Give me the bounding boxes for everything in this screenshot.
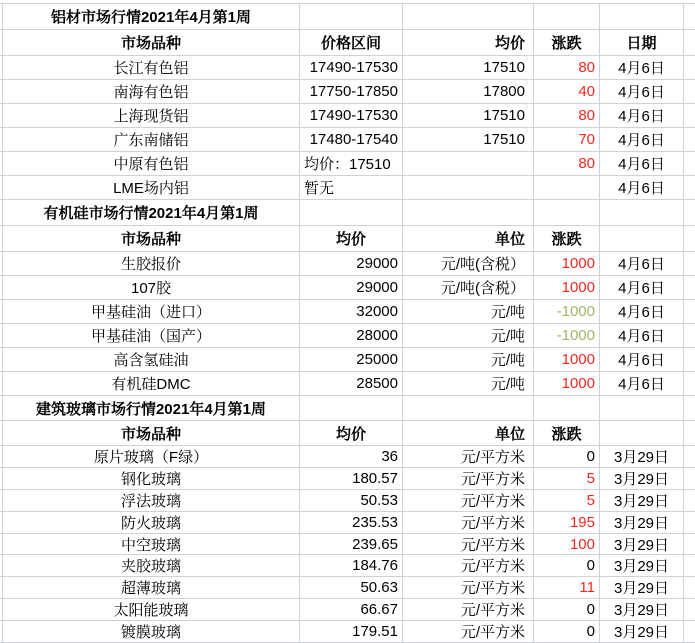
cell-avg-price[interactable]: 29000: [300, 276, 403, 299]
cell-market-name[interactable]: 浮法玻璃: [3, 490, 300, 511]
cell-avg-price[interactable]: 180.57: [300, 468, 403, 489]
cell-change[interactable]: 11: [534, 577, 600, 598]
col-header-change[interactable]: 涨跌: [534, 421, 600, 445]
cell-date[interactable]: 4月6日: [600, 348, 684, 371]
table-row: [0, 512, 695, 534]
cell-change[interactable]: 1000: [534, 372, 600, 395]
section-title-row: [0, 200, 695, 226]
cell-change[interactable]: 80: [534, 104, 600, 127]
right-gutter: [684, 152, 695, 175]
cell-avg-price[interactable]: 17510: [403, 104, 534, 127]
table-row: [0, 490, 695, 512]
col-header-date[interactable]: [600, 421, 684, 445]
right-gutter: [684, 396, 695, 420]
empty-cell[interactable]: [600, 200, 684, 225]
cell-change[interactable]: 0: [534, 446, 600, 467]
cell-change[interactable]: 70: [534, 128, 600, 151]
cell-market-name[interactable]: 夹胶玻璃: [3, 555, 300, 576]
cell-market-name[interactable]: 钢化玻璃: [3, 468, 300, 489]
cell-market-name[interactable]: 广东南储铝: [3, 128, 300, 151]
empty-cell[interactable]: [600, 396, 684, 420]
cell-market-name[interactable]: 甲基硅油（国产）: [3, 324, 300, 347]
right-gutter: [684, 80, 695, 103]
cell-price-range[interactable]: 均价：17510: [300, 152, 403, 175]
cell-market-name[interactable]: 原片玻璃（F绿）: [3, 446, 300, 467]
cell-change[interactable]: 1000: [534, 348, 600, 371]
cell-avg-price[interactable]: 28500: [300, 372, 403, 395]
right-gutter: [684, 468, 695, 489]
cell-market-name[interactable]: 甲基硅油（进口）: [3, 300, 300, 323]
cell-market-name[interactable]: 超薄玻璃: [3, 577, 300, 598]
market-section-1: [0, 4, 695, 200]
right-gutter: [684, 555, 695, 576]
col-header-col2[interactable]: 均价: [403, 30, 534, 55]
cell-date[interactable]: 4月6日: [600, 176, 684, 199]
right-gutter: [684, 512, 695, 533]
right-gutter: [684, 56, 695, 79]
cell-avg-price[interactable]: 50.53: [300, 490, 403, 511]
empty-cell[interactable]: [403, 200, 534, 225]
right-gutter: [684, 176, 695, 199]
right-gutter: [684, 324, 695, 347]
cell-price-range[interactable]: 17490-17530: [300, 104, 403, 127]
cell-price-range[interactable]: 17490-17530: [300, 56, 403, 79]
section-title[interactable]: 建筑玻璃市场行情2021年4月第1周: [3, 396, 300, 420]
right-gutter: [684, 104, 695, 127]
cell-change[interactable]: 100: [534, 534, 600, 555]
right-gutter: [684, 128, 695, 151]
cell-avg-price[interactable]: 32000: [300, 300, 403, 323]
right-gutter: [684, 4, 695, 29]
cell-avg-price[interactable]: 17800: [403, 80, 534, 103]
cell-market-name[interactable]: 南海有色铝: [3, 80, 300, 103]
market-section-3: [0, 396, 695, 643]
empty-cell[interactable]: [600, 4, 684, 29]
cell-change[interactable]: -1000: [534, 300, 600, 323]
col-header-date[interactable]: [600, 226, 684, 251]
cell-date[interactable]: 3月29日: [600, 490, 684, 511]
cell-unit[interactable]: 元/平方米: [403, 621, 534, 642]
cell-market-name[interactable]: 防火玻璃: [3, 512, 300, 533]
cell-unit[interactable]: 元/平方米: [403, 577, 534, 598]
cell-avg-price[interactable]: [403, 176, 534, 199]
table-row: [0, 80, 695, 104]
cell-date[interactable]: 4月6日: [600, 80, 684, 103]
cell-unit[interactable]: 元/吨: [403, 372, 534, 395]
cell-date[interactable]: 4月6日: [600, 324, 684, 347]
cell-change[interactable]: 0: [534, 555, 600, 576]
cell-unit[interactable]: 元/平方米: [403, 534, 534, 555]
right-gutter: [684, 300, 695, 323]
cell-change[interactable]: [534, 176, 600, 199]
cell-unit[interactable]: 元/吨: [403, 324, 534, 347]
cell-avg-price[interactable]: 17510: [403, 128, 534, 151]
table-row: [0, 446, 695, 468]
empty-cell[interactable]: [300, 4, 403, 29]
cell-unit[interactable]: 元/平方米: [403, 468, 534, 489]
table-row: [0, 468, 695, 490]
cell-change[interactable]: 5: [534, 468, 600, 489]
cell-price-range[interactable]: 17750-17850: [300, 80, 403, 103]
cell-change[interactable]: 1000: [534, 252, 600, 275]
cell-unit[interactable]: 元/吨(含税）: [403, 252, 534, 275]
cell-market-name[interactable]: 中空玻璃: [3, 534, 300, 555]
cell-change[interactable]: 80: [534, 152, 600, 175]
right-gutter: [684, 599, 695, 620]
col-header-change[interactable]: 涨跌: [534, 30, 600, 55]
cell-change[interactable]: 0: [534, 621, 600, 642]
empty-cell[interactable]: [403, 4, 534, 29]
cell-market-name[interactable]: 有机硅DMC: [3, 372, 300, 395]
right-gutter: [684, 200, 695, 225]
right-gutter: [684, 577, 695, 598]
right-gutter: [684, 252, 695, 275]
table-row: [0, 577, 695, 599]
empty-cell[interactable]: [534, 396, 600, 420]
cell-date[interactable]: 3月29日: [600, 446, 684, 467]
cell-avg-price[interactable]: 50.63: [300, 577, 403, 598]
col-header-name[interactable]: 市场品种: [3, 226, 300, 251]
cell-unit[interactable]: 元/平方米: [403, 490, 534, 511]
cell-date[interactable]: 4月6日: [600, 128, 684, 151]
table-row: [0, 300, 695, 324]
cell-unit[interactable]: 元/吨(含税）: [403, 276, 534, 299]
section-title-row: [0, 396, 695, 421]
cell-market-name[interactable]: 107胶: [3, 276, 300, 299]
right-gutter: [684, 30, 695, 55]
cell-avg-price[interactable]: 29000: [300, 252, 403, 275]
cell-avg-price[interactable]: 28000: [300, 324, 403, 347]
cell-date[interactable]: 3月29日: [600, 534, 684, 555]
col-header-col2[interactable]: 单位: [403, 226, 534, 251]
cell-unit[interactable]: 元/平方米: [403, 446, 534, 467]
cell-date[interactable]: 4月6日: [600, 372, 684, 395]
cell-date[interactable]: 3月29日: [600, 468, 684, 489]
right-gutter: [684, 621, 695, 642]
empty-cell[interactable]: [300, 396, 403, 420]
cell-avg-price[interactable]: 66.67: [300, 599, 403, 620]
section-title[interactable]: 铝材市场行情2021年4月第1周: [3, 4, 300, 29]
cell-change[interactable]: 40: [534, 80, 600, 103]
col-header-col1[interactable]: 均价: [300, 226, 403, 251]
cell-price-range[interactable]: 暂无: [300, 176, 403, 199]
table-row: [0, 276, 695, 300]
cell-date[interactable]: 3月29日: [600, 599, 684, 620]
cell-date[interactable]: 4月6日: [600, 276, 684, 299]
cell-date[interactable]: 4月6日: [600, 56, 684, 79]
col-header-col1[interactable]: 均价: [300, 421, 403, 445]
cell-avg-price[interactable]: 179.51: [300, 621, 403, 642]
market-section-2: [0, 200, 695, 396]
table-row: [0, 372, 695, 396]
cell-date[interactable]: 4月6日: [600, 104, 684, 127]
cell-date[interactable]: 4月6日: [600, 152, 684, 175]
table-row: [0, 324, 695, 348]
empty-cell[interactable]: [534, 200, 600, 225]
table-row: [0, 599, 695, 621]
cell-market-name[interactable]: 上海现货铝: [3, 104, 300, 127]
table-row: [0, 621, 695, 643]
cell-market-name[interactable]: 太阳能玻璃: [3, 599, 300, 620]
cell-unit[interactable]: 元/吨: [403, 300, 534, 323]
column-header-row: [0, 421, 695, 446]
cell-market-name[interactable]: 长江有色铝: [3, 56, 300, 79]
cell-avg-price[interactable]: 25000: [300, 348, 403, 371]
column-header-row: [0, 226, 695, 252]
table-row: [0, 176, 695, 200]
cell-unit[interactable]: 元/平方米: [403, 555, 534, 576]
right-gutter: [684, 226, 695, 251]
cell-avg-price[interactable]: 184.76: [300, 555, 403, 576]
cell-avg-price[interactable]: 36: [300, 446, 403, 467]
cell-date[interactable]: 4月6日: [600, 300, 684, 323]
cell-market-name[interactable]: 中原有色铝: [3, 152, 300, 175]
table-row: [0, 348, 695, 372]
cell-change[interactable]: 80: [534, 56, 600, 79]
table-row: [0, 252, 695, 276]
right-gutter: [684, 534, 695, 555]
cell-market-name[interactable]: 生胶报价: [3, 252, 300, 275]
right-gutter: [684, 490, 695, 511]
cell-unit[interactable]: 元/平方米: [403, 512, 534, 533]
cell-date[interactable]: 3月29日: [600, 621, 684, 642]
table-row: [0, 152, 695, 176]
cell-price-range[interactable]: 17480-17540: [300, 128, 403, 151]
cell-change[interactable]: 195: [534, 512, 600, 533]
right-gutter: [684, 421, 695, 445]
cell-date[interactable]: 3月29日: [600, 555, 684, 576]
right-gutter: [684, 446, 695, 467]
cell-change[interactable]: 0: [534, 599, 600, 620]
cell-change[interactable]: -1000: [534, 324, 600, 347]
empty-cell[interactable]: [403, 396, 534, 420]
cell-date[interactable]: 3月29日: [600, 512, 684, 533]
right-gutter: [684, 276, 695, 299]
col-header-col1[interactable]: 价格区间: [300, 30, 403, 55]
table-row: [0, 104, 695, 128]
cell-date[interactable]: 4月6日: [600, 252, 684, 275]
col-header-col2[interactable]: 单位: [403, 421, 534, 445]
table-row: [0, 555, 695, 577]
cell-market-name[interactable]: LME场内铝: [3, 176, 300, 199]
table-row: [0, 534, 695, 556]
table-row: [0, 56, 695, 80]
cell-market-name[interactable]: 高含氢硅油: [3, 348, 300, 371]
cell-avg-price[interactable]: 235.53: [300, 512, 403, 533]
cell-unit[interactable]: 元/吨: [403, 348, 534, 371]
section-title-row: [0, 4, 695, 30]
table-row: [0, 128, 695, 152]
cell-unit[interactable]: 元/平方米: [403, 599, 534, 620]
cell-market-name[interactable]: 镀膜玻璃: [3, 621, 300, 642]
cell-avg-price[interactable]: 239.65: [300, 534, 403, 555]
cell-change[interactable]: 5: [534, 490, 600, 511]
col-header-date[interactable]: 日期: [600, 30, 684, 55]
right-gutter: [684, 372, 695, 395]
col-header-name[interactable]: 市场品种: [3, 30, 300, 55]
section-title[interactable]: 有机硅市场行情2021年4月第1周: [3, 200, 300, 225]
empty-cell[interactable]: [300, 200, 403, 225]
cell-avg-price[interactable]: 17510: [403, 56, 534, 79]
market-tables: [0, 4, 695, 643]
right-gutter: [684, 348, 695, 371]
cell-change[interactable]: 1000: [534, 276, 600, 299]
cell-date[interactable]: 3月29日: [600, 577, 684, 598]
column-header-row: [0, 30, 695, 56]
cell-avg-price[interactable]: [403, 152, 534, 175]
empty-cell[interactable]: [534, 4, 600, 29]
col-header-change[interactable]: 涨跌: [534, 226, 600, 251]
col-header-name[interactable]: 市场品种: [3, 421, 300, 445]
